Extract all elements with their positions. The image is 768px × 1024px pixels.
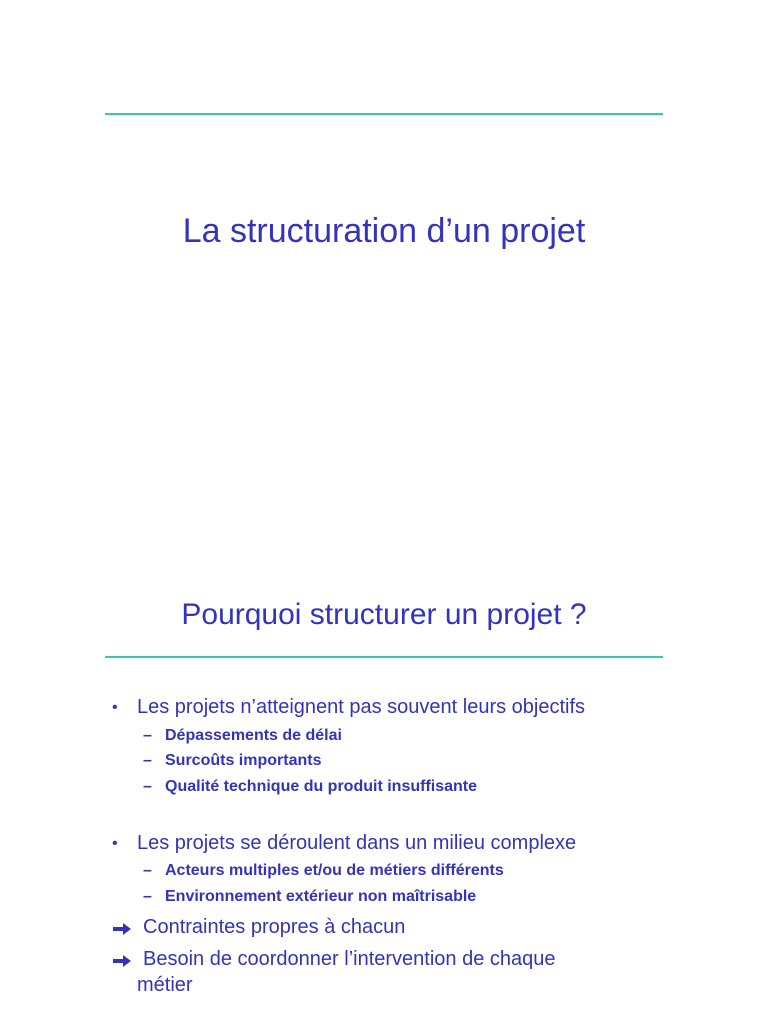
dash-marker: –: [143, 888, 152, 905]
conclusion-item: Besoin de coordonner l’intervention de chaque: [143, 948, 556, 970]
slide-title-pourquoi: Pourquoi structurer un projet ?: [181, 598, 587, 631]
sub-bullet-item: Dépassements de délai: [165, 727, 342, 744]
bullet-item: Les projets se déroulent dans un milieu complexe: [137, 832, 577, 854]
right-arrow-icon: [112, 953, 132, 969]
bullet-item: Les projets n’atteignent pas souvent leurs objectifs: [137, 696, 586, 718]
bullet-marker: •: [112, 699, 118, 716]
conclusion-item: Contraintes propres à chacun: [143, 916, 406, 938]
conclusion-item-continuation: métier: [137, 974, 193, 996]
sub-bullet-item: Surcoûts importants: [165, 752, 322, 769]
divider-middle: [105, 656, 663, 658]
sub-bullet-item: Acteurs multiples et/ou de métiers différents: [165, 862, 504, 879]
slide-title-structuration: La structuration d’un projet: [182, 212, 586, 250]
dash-marker: –: [143, 752, 152, 769]
sub-bullet-item: Environnement extérieur non maîtrisable: [165, 888, 477, 905]
sub-bullet-item: Qualité technique du produit insuffisante: [165, 778, 478, 795]
dash-marker: –: [143, 778, 152, 795]
dash-marker: –: [143, 727, 152, 744]
divider-top: [105, 113, 663, 115]
bullet-marker: •: [112, 835, 118, 852]
dash-marker: –: [143, 862, 152, 879]
right-arrow-icon: [112, 921, 132, 937]
